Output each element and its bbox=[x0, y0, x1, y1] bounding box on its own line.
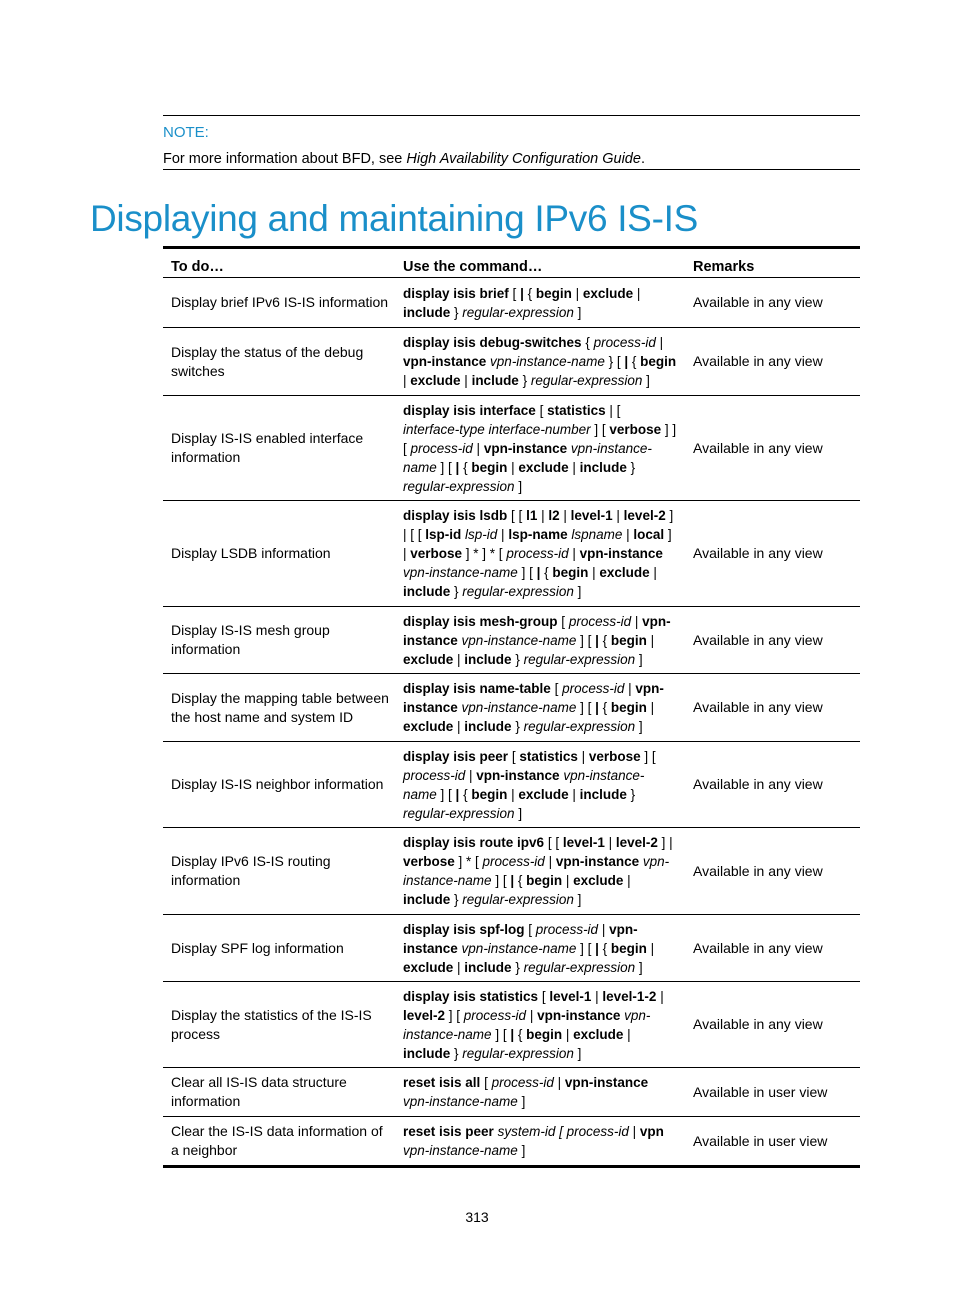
command-token: } bbox=[626, 786, 636, 802]
command-token: | bbox=[465, 767, 477, 783]
cell-remarks: Available in user view bbox=[693, 1083, 828, 1100]
cell-command bbox=[395, 328, 685, 395]
command-syntax bbox=[403, 1122, 677, 1160]
command-keyword: | bbox=[595, 632, 599, 648]
section-title: Displaying and maintaining IPv6 IS-IS bbox=[90, 198, 698, 239]
command-keyword: vpn-instance bbox=[403, 354, 487, 369]
command-token: [ bbox=[535, 402, 548, 418]
command-keyword: | bbox=[520, 285, 524, 301]
command-keyword: | bbox=[455, 786, 460, 802]
command-token: | bbox=[628, 1124, 640, 1139]
cell-task: Display the mapping table between the host name and system ID bbox=[171, 689, 389, 725]
table-row bbox=[163, 827, 860, 914]
command-token: ] bbox=[514, 478, 523, 494]
command-argument: regular-expression bbox=[523, 719, 636, 734]
command-keyword: local bbox=[633, 527, 665, 542]
cell-task: Clear all IS-IS data structure information bbox=[171, 1074, 347, 1109]
command-keyword: | bbox=[510, 873, 515, 888]
table-row bbox=[163, 673, 860, 741]
cell-task: Display the status of the debug switches bbox=[171, 343, 364, 379]
command-keyword: level-1 bbox=[570, 508, 613, 523]
command-argument: process-id bbox=[482, 854, 545, 869]
command-token: | bbox=[624, 681, 636, 696]
table-row bbox=[163, 914, 860, 981]
command-argument: vpn-instance-name bbox=[461, 632, 577, 648]
table-header bbox=[163, 249, 860, 278]
command-token: } bbox=[518, 373, 531, 388]
command-token: [ [ bbox=[544, 835, 563, 850]
table-row bbox=[163, 981, 860, 1067]
command-token: | bbox=[497, 527, 509, 542]
command-keyword: reset isis peer bbox=[403, 1124, 494, 1139]
command-token: | bbox=[553, 1075, 565, 1090]
command-keyword: exclude bbox=[518, 459, 569, 475]
command-token: | bbox=[656, 988, 664, 1004]
command-keyword: verbose bbox=[403, 854, 455, 869]
command-keyword: lsp-name bbox=[508, 527, 568, 542]
command-token: } [ bbox=[604, 354, 625, 369]
command-keyword: include bbox=[464, 651, 512, 667]
command-keyword: include bbox=[464, 959, 512, 975]
command-token: | bbox=[649, 565, 657, 580]
command-argument: regular-expression bbox=[462, 1045, 574, 1061]
command-token: | bbox=[646, 700, 655, 715]
cell-task: Display IS-IS enabled interface information bbox=[171, 430, 364, 465]
command-keyword: | bbox=[595, 940, 599, 956]
command-token: | bbox=[591, 988, 603, 1004]
cell-command bbox=[395, 278, 685, 327]
command-token: | bbox=[559, 508, 571, 523]
cell-remarks: Available in any view bbox=[693, 699, 823, 715]
command-token: [ bbox=[557, 613, 569, 629]
command-keyword: begin bbox=[610, 700, 647, 715]
command-token: ] bbox=[517, 1143, 526, 1158]
command-argument: lspname bbox=[571, 527, 623, 542]
command-syntax bbox=[403, 920, 677, 977]
cell-task: Display IS-IS mesh group information bbox=[171, 622, 330, 657]
command-token: { bbox=[514, 873, 527, 888]
command-argument: vpn-instance-name bbox=[403, 854, 670, 888]
header-to-do: To do… bbox=[171, 259, 224, 275]
cell-remarks: Available in any view bbox=[693, 1016, 823, 1032]
command-keyword: statistics bbox=[519, 748, 578, 764]
cell-command bbox=[395, 396, 685, 500]
command-token: | bbox=[646, 940, 655, 956]
table-row bbox=[163, 395, 860, 500]
command-keyword: vpn-instance bbox=[555, 854, 640, 869]
command-token: ] | bbox=[657, 835, 673, 850]
command-token: [ [ bbox=[507, 508, 527, 523]
command-keyword: lsp-id bbox=[425, 527, 462, 542]
command-token: | bbox=[562, 1026, 574, 1042]
command-token: | bbox=[655, 335, 664, 350]
command-keyword: exclude bbox=[573, 1026, 624, 1042]
table-row bbox=[163, 327, 860, 395]
command-token: } bbox=[450, 892, 463, 907]
command-token: [ bbox=[550, 681, 563, 696]
command-argument: regular-expression bbox=[530, 373, 643, 388]
command-argument: regular-expression bbox=[403, 478, 515, 494]
command-token: [ bbox=[524, 921, 536, 937]
cell-task: Display LSDB information bbox=[171, 545, 331, 561]
note-text-suffix: . bbox=[640, 151, 645, 167]
command-keyword: exclude bbox=[518, 786, 569, 802]
command-keyword: level-2 bbox=[403, 1007, 446, 1023]
command-syntax bbox=[403, 284, 677, 322]
cell-remarks: Available in any view bbox=[693, 545, 823, 561]
command-token: ] ] [ bbox=[403, 421, 677, 456]
command-token: | bbox=[568, 786, 580, 802]
command-token: { bbox=[523, 285, 536, 301]
command-keyword: vpn bbox=[639, 1124, 664, 1139]
table-row bbox=[163, 278, 860, 327]
command-token: } bbox=[511, 959, 524, 975]
command-keyword: include bbox=[403, 892, 451, 907]
command-keyword: level-1 bbox=[562, 835, 605, 850]
cell-command bbox=[395, 1068, 685, 1116]
command-argument: regular-expression bbox=[462, 584, 574, 599]
table-row bbox=[163, 500, 860, 606]
command-keyword: display isis statistics bbox=[403, 988, 539, 1004]
command-argument: vpn-instance-name bbox=[403, 565, 518, 580]
command-syntax bbox=[403, 1073, 677, 1111]
command-argument: vpn-instance-name bbox=[403, 767, 645, 802]
command-keyword: level-2 bbox=[615, 835, 658, 850]
command-keyword: verbose bbox=[410, 546, 463, 561]
command-token: } bbox=[450, 584, 463, 599]
command-token: | bbox=[453, 959, 465, 975]
command-argument: system-id bbox=[497, 1124, 556, 1139]
command-syntax bbox=[403, 333, 677, 390]
command-argument: vpn-instance-name bbox=[403, 1143, 518, 1158]
command-argument: process-id bbox=[410, 440, 473, 456]
command-keyword: exclude bbox=[582, 285, 634, 301]
command-keyword: vpn-instance bbox=[564, 1075, 649, 1090]
command-syntax bbox=[403, 506, 677, 601]
command-token: { bbox=[628, 354, 641, 369]
command-token: ] bbox=[573, 1045, 582, 1061]
header-remarks: Remarks bbox=[693, 259, 755, 275]
cell-remarks: Available in any view bbox=[693, 439, 823, 456]
command-token: | bbox=[453, 651, 465, 667]
command-keyword: display isis debug-switches bbox=[403, 335, 582, 350]
command-token: ] [ bbox=[576, 940, 596, 956]
command-argument: vpn-instance-name bbox=[461, 700, 577, 715]
command-token: | bbox=[507, 786, 519, 802]
command-argument: process-id bbox=[491, 1075, 554, 1090]
page-number: 313 bbox=[465, 1209, 489, 1225]
cell-task: Clear the IS-IS data information of a neighbor bbox=[171, 1123, 383, 1158]
command-argument: process-id bbox=[403, 767, 466, 783]
command-token: ] bbox=[642, 373, 650, 388]
command-token: } bbox=[511, 719, 524, 734]
cell-task: Display the statistics of the IS-IS process bbox=[171, 1006, 372, 1042]
command-token: { bbox=[540, 565, 553, 580]
command-keyword: begin bbox=[471, 786, 508, 802]
command-token: [ bbox=[508, 748, 520, 764]
command-argument: process-id bbox=[535, 921, 599, 937]
command-token: ] [ bbox=[576, 632, 596, 648]
command-argument: process-id bbox=[568, 613, 632, 629]
command-token: ] [ bbox=[436, 786, 456, 802]
command-token: ] bbox=[635, 959, 643, 975]
command-syntax bbox=[403, 747, 677, 823]
command-keyword: display isis interface bbox=[403, 402, 536, 418]
command-token: [ bbox=[508, 285, 521, 301]
command-keyword: statistics bbox=[547, 402, 606, 418]
command-keyword: verbose bbox=[588, 748, 641, 764]
table-row bbox=[163, 1116, 860, 1165]
command-keyword: begin bbox=[610, 940, 647, 956]
table-row bbox=[163, 741, 860, 827]
cell-task: Display IS-IS neighbor information bbox=[171, 776, 384, 792]
command-token: | bbox=[588, 565, 600, 580]
cell-remarks: Available in user view bbox=[693, 1132, 828, 1149]
command-argument: vpn-instance-name bbox=[490, 354, 605, 369]
command-token: | bbox=[460, 373, 472, 388]
command-token: ] [ bbox=[590, 421, 610, 437]
cell-remarks: Available in any view bbox=[693, 631, 823, 648]
command-token: | bbox=[507, 459, 519, 475]
command-keyword: display isis spf-log bbox=[403, 921, 525, 937]
command-keyword: vpn-instance bbox=[579, 546, 663, 561]
command-keyword: include bbox=[471, 373, 519, 388]
command-token: ] bbox=[635, 719, 643, 734]
command-keyword: verbose bbox=[609, 421, 662, 437]
command-keyword: display isis name-table bbox=[403, 681, 551, 696]
command-keyword: reset isis all bbox=[403, 1075, 481, 1090]
command-keyword: include bbox=[464, 719, 512, 734]
command-keyword: exclude bbox=[403, 651, 454, 667]
command-keyword: level-1-2 bbox=[602, 988, 657, 1004]
cell-command bbox=[395, 501, 685, 606]
note-box bbox=[163, 115, 860, 170]
command-token: | bbox=[526, 1007, 538, 1023]
command-token: | bbox=[622, 527, 634, 542]
command-keyword: begin bbox=[552, 565, 589, 580]
header-command: Use the command… bbox=[403, 259, 543, 275]
command-token: { bbox=[598, 632, 611, 648]
note-text bbox=[163, 151, 645, 167]
command-token: | bbox=[577, 748, 589, 764]
cell-command bbox=[395, 742, 685, 827]
cell-command bbox=[395, 982, 685, 1067]
command-token: | bbox=[562, 873, 574, 888]
command-token: | bbox=[646, 632, 655, 648]
command-token: | bbox=[571, 285, 583, 301]
command-token: ] [ bbox=[445, 1007, 464, 1023]
command-token: ] | bbox=[403, 527, 672, 561]
command-argument: regular-expression bbox=[523, 651, 636, 667]
command-syntax bbox=[403, 612, 677, 669]
cell-command bbox=[395, 607, 685, 673]
command-syntax bbox=[403, 401, 677, 496]
command-token: | bbox=[604, 835, 616, 850]
command-argument: regular-expression bbox=[523, 959, 636, 975]
command-token: ] [ bbox=[517, 565, 537, 580]
command-token: ] [ bbox=[640, 748, 656, 764]
command-token: ] bbox=[573, 892, 582, 907]
command-keyword: display isis mesh-group bbox=[403, 613, 558, 629]
command-token: | bbox=[631, 613, 643, 629]
command-keyword: begin bbox=[535, 285, 572, 301]
command-keyword: | bbox=[624, 354, 629, 369]
command-keyword: exclude bbox=[410, 373, 461, 388]
command-keyword: vpn-instance bbox=[476, 767, 560, 783]
command-token: | bbox=[537, 508, 549, 523]
command-argument: regular-expression bbox=[462, 304, 574, 320]
command-argument: vpn-instance-name bbox=[403, 1094, 518, 1109]
cell-command bbox=[395, 674, 685, 741]
command-token: { bbox=[459, 786, 472, 802]
note-label: NOTE: bbox=[163, 124, 209, 141]
command-keyword: include bbox=[403, 584, 451, 599]
command-token: | bbox=[623, 873, 631, 888]
command-keyword: exclude bbox=[403, 719, 454, 734]
command-token: } bbox=[626, 459, 636, 475]
command-token: ] [ bbox=[436, 459, 456, 475]
command-token: { bbox=[459, 459, 472, 475]
cell-remarks: Available in any view bbox=[693, 294, 823, 310]
command-token: ] * ] * [ bbox=[462, 546, 507, 561]
command-keyword: vpn-instance bbox=[403, 681, 664, 715]
cell-remarks: Available in any view bbox=[693, 862, 823, 879]
command-keyword: | bbox=[455, 459, 460, 475]
command-token: ] * [ bbox=[454, 854, 483, 869]
command-argument: vpn-instance-name bbox=[403, 1007, 651, 1042]
command-argument: process-id bbox=[562, 681, 625, 696]
command-token: | bbox=[612, 508, 624, 523]
command-keyword: include bbox=[579, 459, 627, 475]
command-keyword: display isis peer bbox=[403, 748, 509, 764]
command-syntax bbox=[403, 833, 677, 909]
command-argument: vpn-instance-name bbox=[403, 440, 652, 475]
command-token: | bbox=[453, 719, 465, 734]
command-token: | bbox=[568, 546, 580, 561]
command-keyword: begin bbox=[610, 632, 647, 648]
command-keyword: vpn-instance bbox=[483, 440, 568, 456]
command-argument: regular-expression bbox=[403, 805, 515, 821]
table-row bbox=[163, 1067, 860, 1116]
command-keyword: vpn-instance bbox=[403, 613, 671, 648]
command-token: | bbox=[568, 459, 580, 475]
command-token: ] bbox=[573, 304, 582, 320]
cell-task: Display SPF log information bbox=[171, 939, 344, 956]
command-token: | [ bbox=[605, 402, 621, 418]
cell-remarks: Available in any view bbox=[693, 353, 823, 369]
command-token: | bbox=[403, 373, 411, 388]
command-token: } bbox=[511, 651, 524, 667]
command-token: | bbox=[544, 854, 556, 869]
command-keyword: display isis lsdb bbox=[403, 508, 508, 523]
command-keyword: vpn-instance bbox=[537, 1007, 621, 1023]
cell-task: Display IPv6 IS-IS routing information bbox=[171, 853, 331, 888]
cell-command bbox=[395, 828, 685, 914]
command-argument: process-id bbox=[463, 1007, 527, 1023]
command-token: ] bbox=[514, 805, 523, 821]
command-keyword: exclude bbox=[599, 565, 650, 580]
command-token: | bbox=[623, 1026, 631, 1042]
cell-remarks: Available in any view bbox=[693, 939, 823, 956]
command-keyword: display isis route ipv6 bbox=[403, 835, 545, 850]
command-token: ] [ bbox=[491, 873, 511, 888]
command-argument: vpn-instance-name bbox=[461, 940, 577, 956]
command-keyword: vpn-instance bbox=[403, 921, 638, 956]
command-keyword: begin bbox=[471, 459, 508, 475]
command-token: } bbox=[450, 1045, 463, 1061]
command-keyword: exclude bbox=[573, 873, 624, 888]
command-token: [ bbox=[480, 1075, 492, 1090]
command-argument: lsp-id bbox=[465, 527, 498, 542]
command-keyword: begin bbox=[640, 354, 677, 369]
command-token: ] | [ [ bbox=[403, 508, 674, 542]
command-argument: process-id bbox=[506, 546, 569, 561]
command-keyword: | bbox=[595, 700, 599, 715]
command-keyword: l2 bbox=[548, 508, 560, 523]
command-token: ] [ bbox=[576, 700, 596, 715]
command-table bbox=[163, 246, 860, 1168]
command-keyword: begin bbox=[526, 1026, 563, 1042]
command-keyword: level-2 bbox=[623, 508, 666, 523]
command-token: { bbox=[581, 335, 594, 350]
command-token: } bbox=[450, 304, 463, 320]
command-keyword: include bbox=[403, 1045, 451, 1061]
table-body bbox=[163, 278, 860, 1165]
command-keyword: level-1 bbox=[549, 988, 592, 1004]
command-keyword: exclude bbox=[403, 959, 454, 975]
command-token: { bbox=[514, 1026, 527, 1042]
command-keyword: | bbox=[510, 1026, 515, 1042]
command-token: ] bbox=[635, 651, 643, 667]
command-token: ] [ bbox=[491, 1026, 511, 1042]
command-token: ] bbox=[573, 584, 582, 599]
cell-command bbox=[395, 1117, 685, 1165]
cell-command bbox=[395, 915, 685, 981]
command-token: | bbox=[472, 440, 484, 456]
command-keyword: display isis brief bbox=[403, 285, 509, 301]
command-argument: interface-type interface-number bbox=[403, 421, 591, 437]
cell-remarks: Available in any view bbox=[693, 776, 823, 792]
note-text-prefix: For more information about BFD, see bbox=[163, 151, 407, 167]
command-keyword: | bbox=[536, 565, 541, 580]
command-keyword: include bbox=[579, 786, 627, 802]
command-token: ] bbox=[517, 1094, 526, 1109]
note-text-reference: High Availability Configuration Guide bbox=[406, 151, 641, 167]
command-token: { bbox=[598, 940, 611, 956]
command-token: | bbox=[633, 285, 641, 301]
command-syntax bbox=[403, 679, 677, 736]
command-argument: [ process-id bbox=[559, 1124, 629, 1139]
command-token: | bbox=[598, 921, 610, 937]
command-syntax bbox=[403, 987, 677, 1063]
command-keyword: begin bbox=[526, 873, 563, 888]
command-keyword: l1 bbox=[526, 508, 538, 523]
command-argument: regular-expression bbox=[462, 892, 574, 907]
table-row bbox=[163, 606, 860, 673]
cell-task: Display brief IPv6 IS-IS information bbox=[171, 294, 389, 310]
command-token: { bbox=[598, 700, 611, 715]
command-keyword: include bbox=[403, 304, 451, 320]
command-token: [ bbox=[538, 988, 550, 1004]
command-argument: process-id bbox=[593, 335, 656, 350]
